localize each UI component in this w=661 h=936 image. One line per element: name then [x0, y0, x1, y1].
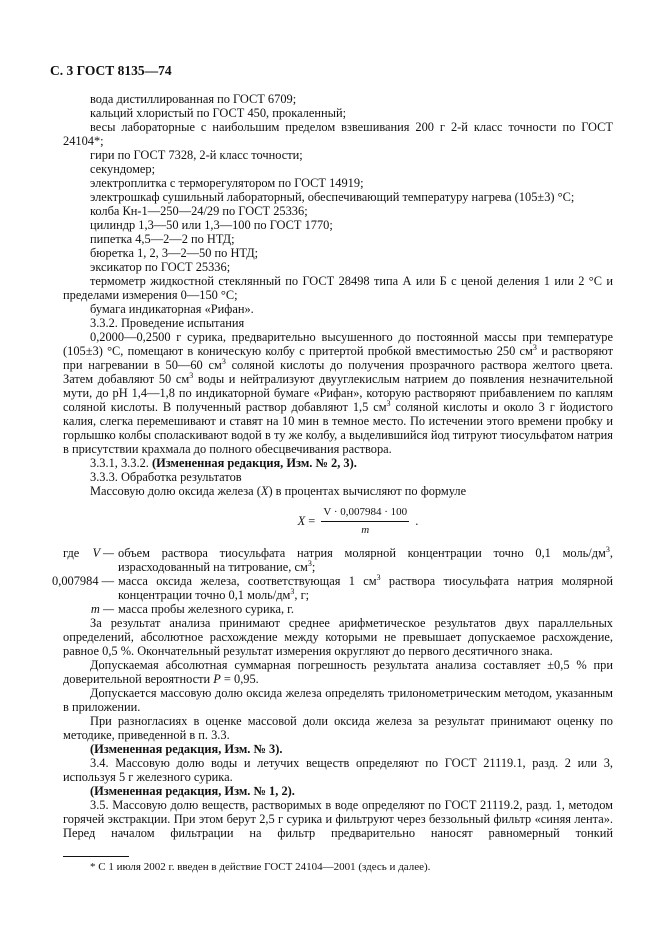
definition-item [63, 546, 613, 574]
superscript: 3 [376, 573, 381, 582]
text: раствора тиосульфата натрия молярной концентрации точно 0,1 моль/дм [118, 574, 614, 602]
list-item: гири по ГОСТ 7328, 2-й класс точности; [90, 148, 303, 162]
text: ; [311, 560, 316, 574]
text: воды и нейтрализуют двууглекислым натрием до появления незначительной мути, до рН 1,4—1,8 по индикаторной бумаге «Рифан», которую растворяют прибавлением по каплям соляной кислоты. В полученный раствор добавляют 1,5 см [63, 372, 613, 414]
formula-fraction [321, 506, 409, 537]
list-item: бумага индикаторная «Рифан». [90, 302, 254, 316]
superscript: 3 [532, 343, 537, 352]
formula-lhs: X [297, 514, 306, 528]
paragraph: При разногласиях в оценке массовой доли оксида железа за результат принимают оценку по методике, приведенной в п. 3.3. [63, 714, 613, 742]
text: соляной кислоты и около 3 г йодистого калия, слегка перемешивают и ставят на 10 мин в темное место. По истечении этого времени пробку и горлышко колбы споласкивают водой в ту же колбу, а выделившийся йод титруют тиосульфатом натрия в присутствии крахмала до полного обесцвечивания раствора. [63, 400, 613, 456]
formula-numerator: V · 0,007984 · 100 [321, 506, 409, 522]
formula-intro [63, 484, 613, 498]
amendment-bold: (Измененная редакция, Изм. № 3). [90, 742, 283, 756]
text: m — [90, 602, 114, 616]
amendment-note [63, 784, 613, 798]
text: масса оксида железа, соответствующая 1 см [118, 574, 377, 588]
procedure-paragraph [63, 330, 613, 456]
paragraph: Допускается массовую долю оксида железа определять трилонометрическим методом, указанным в приложении. [63, 686, 613, 714]
equipment-list [63, 92, 613, 316]
variable: X [260, 484, 269, 498]
superscript: 3 [386, 399, 391, 408]
text: Допускаемая абсолютная суммарная погрешность результата анализа составляет ±0,5 % при доверительной вероятности [63, 658, 613, 686]
list-item: колба Кн-1—250—24/29 по ГОСТ 25336; [90, 204, 308, 218]
list-item: секундомер; [90, 162, 156, 176]
text: объем раствора тиосульфата натрия молярной концентрации точно 0,1 моль/дм [118, 546, 606, 560]
formula-denominator: m [361, 523, 370, 536]
amendment-bold: (Измененная редакция, Изм. № 2, 3). [151, 456, 357, 470]
amendment-bold: (Измененная редакция, Изм. № 1, 2). [90, 784, 295, 798]
formula-equals: = [305, 514, 319, 528]
list-item: термометр жидкостной стеклянный по ГОСТ 28498 типа А или Б с ценой деления 1 или 2 °С и пределами измерения 0—150 °С; [63, 274, 613, 302]
superscript: 3 [221, 357, 226, 366]
list-item: кальций хлористый по ГОСТ 450, прокаленный; [90, 106, 347, 120]
list-item: весы лабораторные с наибольшим пределом взвешивания 200 г 2-й класс точности по ГОСТ 24104*; [63, 120, 613, 148]
text: Массовую долю оксида железа ( [90, 484, 261, 498]
text: и растворяют при нагревании в 50—60 см [63, 344, 613, 372]
superscript: 3 [605, 545, 610, 554]
footnote: * С 1 июля 2002 г. введен в действие ГОСТ 24104—2001 (здесь и далее). [90, 861, 431, 873]
amendment-note [63, 742, 613, 756]
text: масса пробы железного сурика, г. [118, 602, 294, 616]
list-item: электрошкаф сушильный лабораторный, обеспечивающий температуру нагрева (105±3) °С; [90, 190, 575, 204]
paragraph: За результат анализа принимают среднее арифметическое результатов двух параллельных определений, абсолютное расхождение между которыми не превышает допускаемое расхождение, равное 0,5 %. Окончательный результат измерения округляют до первого десятичного знака. [63, 616, 613, 658]
page-header: С. 3 ГОСТ 8135—74 [50, 63, 172, 78]
where-label: где [63, 546, 80, 560]
text: , израсходованный на титрование, см [118, 546, 613, 574]
formula-tail: . [412, 514, 419, 528]
variable: P [213, 672, 221, 686]
list-item: вода дистиллированная по ГОСТ 6709; [90, 92, 297, 106]
definitions [52, 545, 614, 616]
definition-label: 0,007984 — [52, 574, 114, 588]
superscript: 3 [189, 371, 194, 380]
section-3-5: 3.5. Массовую долю веществ, растворимых в воде определяют по ГОСТ 21119.2, разд. 1, методом горячей экстракции. При этом берут 2,5 г сурика и фильтруют через беззольный фильтр «синяя лента». Перед началом фильтрации на фильтр предварительно наносят равномерный тонкий [63, 798, 613, 840]
section-title-3-3-3: 3.3.3. Обработка результатов [90, 470, 242, 484]
paragraph [63, 658, 613, 686]
document-body [52, 92, 614, 874]
text: = 0,95. [220, 672, 259, 686]
definition-item [63, 602, 613, 616]
text: , г; [294, 588, 310, 602]
superscript: 3 [290, 587, 295, 596]
superscript: 3 [307, 559, 312, 568]
section-title-3-3-2: 3.3.2. Проведение испытания [90, 316, 245, 330]
list-item: бюретка 1, 2, 3—2—50 по НТД; [90, 246, 259, 260]
definition-label [91, 602, 118, 616]
amendment-note [63, 456, 613, 470]
formula [103, 504, 613, 538]
section-3-4: 3.4. Массовую долю воды и летучих веществ определяют по ГОСТ 21119.1, разд. 2 или 3, используя 5 г железного сурика. [63, 756, 613, 784]
definition-item [52, 573, 614, 602]
text: соляной кислоты до получения прозрачного раствора желтого цвета. Затем добавляют 50 см [63, 358, 613, 386]
text: 3.3.1, 3.3.2. [90, 456, 152, 470]
list-item: эксикатор по ГОСТ 25336; [90, 260, 231, 274]
list-item: пипетка 4,5—2—2 по НТД; [90, 232, 235, 246]
list-item: цилиндр 1,3—50 или 1,3—100 по ГОСТ 1770; [90, 218, 333, 232]
definition-label [93, 546, 118, 560]
footnote-divider [63, 856, 129, 857]
list-item: электроплитка с терморегулятором по ГОСТ 14919; [90, 176, 364, 190]
text: V — [92, 546, 114, 560]
text: ) в процентах вычисляют по формуле [268, 484, 467, 498]
text: 0,2000—0,2500 г сурика, предварительно высушенного до постоянной массы при температуре (105±3) °С, помещают в коническую колбу с притертой пробкой вместимостью 250 см [63, 330, 613, 358]
